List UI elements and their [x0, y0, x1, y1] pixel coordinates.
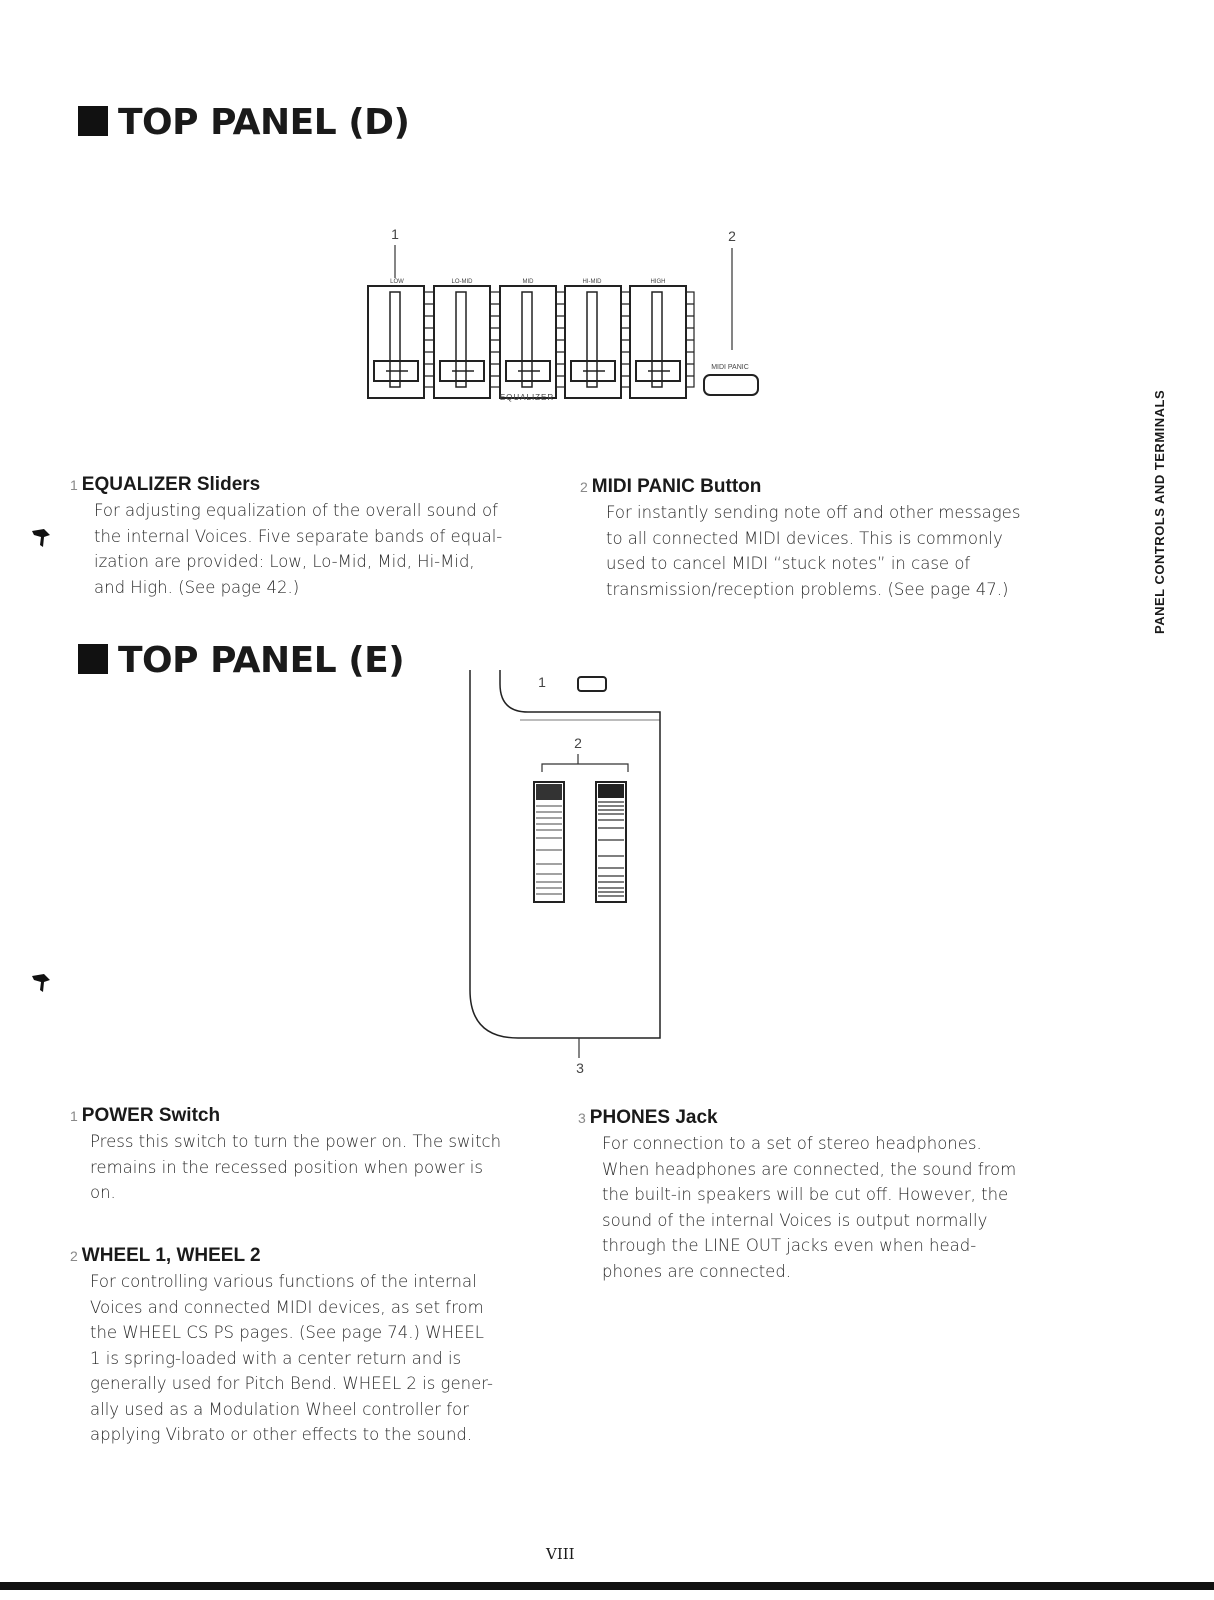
body-line: generally used for Pitch Bend. WHEEL 2 is gener- [90, 1374, 493, 1393]
body-line: remains in the recessed position when power is [90, 1157, 483, 1177]
margin-mark-icon [30, 525, 54, 549]
power-switch[interactable] [578, 677, 606, 691]
section-d-title: TOP PANEL (D) [118, 102, 410, 143]
body-line: 1 is spring-loaded with a center return and is [90, 1348, 462, 1368]
eq-slider-lo-mid[interactable] [434, 286, 490, 398]
bottom-rule [0, 1582, 1214, 1590]
side-tab-label: PANEL CONTROLS AND TERMINALS [1152, 389, 1167, 634]
band-label-mid: MID [522, 279, 534, 285]
midi-panic-button[interactable] [704, 375, 758, 395]
body-line: phones are connected. [602, 1261, 792, 1281]
body-line: applying Vibrato or other effects to the sound. [90, 1425, 473, 1444]
section-d-heading [78, 102, 410, 143]
equalizer-group-label: EQUALIZER [499, 393, 555, 402]
body-line: For controlling various functions of the internal [90, 1272, 477, 1291]
body-line: For instantly sending note off and other messages [606, 503, 1021, 522]
body-line: and High. (See page 42.) [94, 577, 300, 597]
body-line: the WHEEL CS PS pages. (See page 74.) WHEEL [90, 1323, 484, 1342]
equalizer-diagram [360, 220, 780, 410]
item-title [578, 1107, 1078, 1129]
eq-slider-mid[interactable] [500, 286, 556, 398]
wheel-panel-diagram [462, 660, 682, 1080]
midi-panic-item [580, 476, 1070, 602]
heading-square-icon [78, 106, 108, 136]
body-line: used to cancel MIDI “stuck notes” in case of [606, 554, 971, 573]
power-callout-1: 1 [538, 674, 546, 690]
body-line: ization are provided: Low, Lo-Mid, Mid, Hi-Mid, [94, 552, 475, 571]
item-title-text: POWER Switch [81, 1105, 221, 1126]
body-line: For adjusting equalization of the overall sound of [94, 501, 498, 520]
item-title-text: PHONES Jack [589, 1107, 718, 1128]
eq-callout-1: 1 [391, 226, 399, 242]
section-e-heading [78, 640, 404, 681]
item-title [70, 474, 550, 496]
item-number: 3 [578, 1110, 586, 1126]
item-number: 2 [70, 1248, 78, 1264]
band-label-lo-mid: LO-MID [451, 279, 473, 285]
body-line: sound of the internal Voices is output normally [602, 1210, 988, 1230]
eq-sliders-item [70, 474, 550, 600]
eq-slider-hi-mid[interactable] [565, 286, 621, 398]
item-title [70, 1245, 560, 1267]
body-line: through the LINE OUT jacks even when head- [602, 1236, 977, 1255]
band-label-hi-mid: HI-MID [582, 279, 602, 285]
section-e-title: TOP PANEL (E) [118, 640, 405, 681]
wheel-callout-2: 2 [574, 735, 582, 751]
wheels-item [70, 1245, 560, 1448]
body-line: to all connected MIDI devices. This is commonly [606, 528, 1003, 548]
body-line: the built-in speakers will be cut off. However, the [602, 1185, 1009, 1204]
body-line: For connection to a set of stereo headphones. [602, 1134, 982, 1153]
item-title-text: MIDI PANIC Button [591, 476, 762, 497]
item-title-text: WHEEL 1, WHEEL 2 [81, 1245, 261, 1266]
item-number: 1 [70, 1108, 78, 1124]
body-line: When headphones are connected, the sound from [602, 1159, 1017, 1179]
eq-slider-high[interactable] [630, 286, 686, 398]
body-line: transmission/reception problems. (See page 47.) [606, 579, 1009, 599]
phones-jack-item [578, 1107, 1078, 1284]
wheel-1[interactable] [534, 782, 564, 902]
item-number: 1 [70, 477, 78, 493]
body-line: Press this switch to turn the power on. The switch [90, 1132, 502, 1151]
body-line: ally used as a Modulation Wheel controller for [90, 1399, 469, 1419]
band-label-low: LOW [390, 279, 404, 285]
page-number: VIII [546, 1545, 575, 1563]
margin-mark-icon [30, 970, 54, 994]
item-number: 2 [580, 479, 588, 495]
heading-square-icon [78, 644, 108, 674]
body-line: the internal Voices. Five separate bands of equal- [94, 526, 503, 546]
body-line: on. [90, 1183, 116, 1202]
item-title [580, 476, 1070, 498]
body-line: Voices and connected MIDI devices, as set from [90, 1297, 484, 1317]
item-title-text: EQUALIZER Sliders [81, 474, 261, 495]
item-title [70, 1105, 560, 1127]
phones-callout-3: 3 [576, 1060, 584, 1076]
midi-panic-label: MIDI PANIC [711, 364, 749, 371]
band-label-high: HIGH [650, 279, 666, 285]
panic-callout-2: 2 [728, 228, 736, 244]
power-switch-item [70, 1105, 560, 1206]
eq-slider-low[interactable] [368, 286, 424, 398]
wheel-2[interactable] [596, 782, 626, 902]
